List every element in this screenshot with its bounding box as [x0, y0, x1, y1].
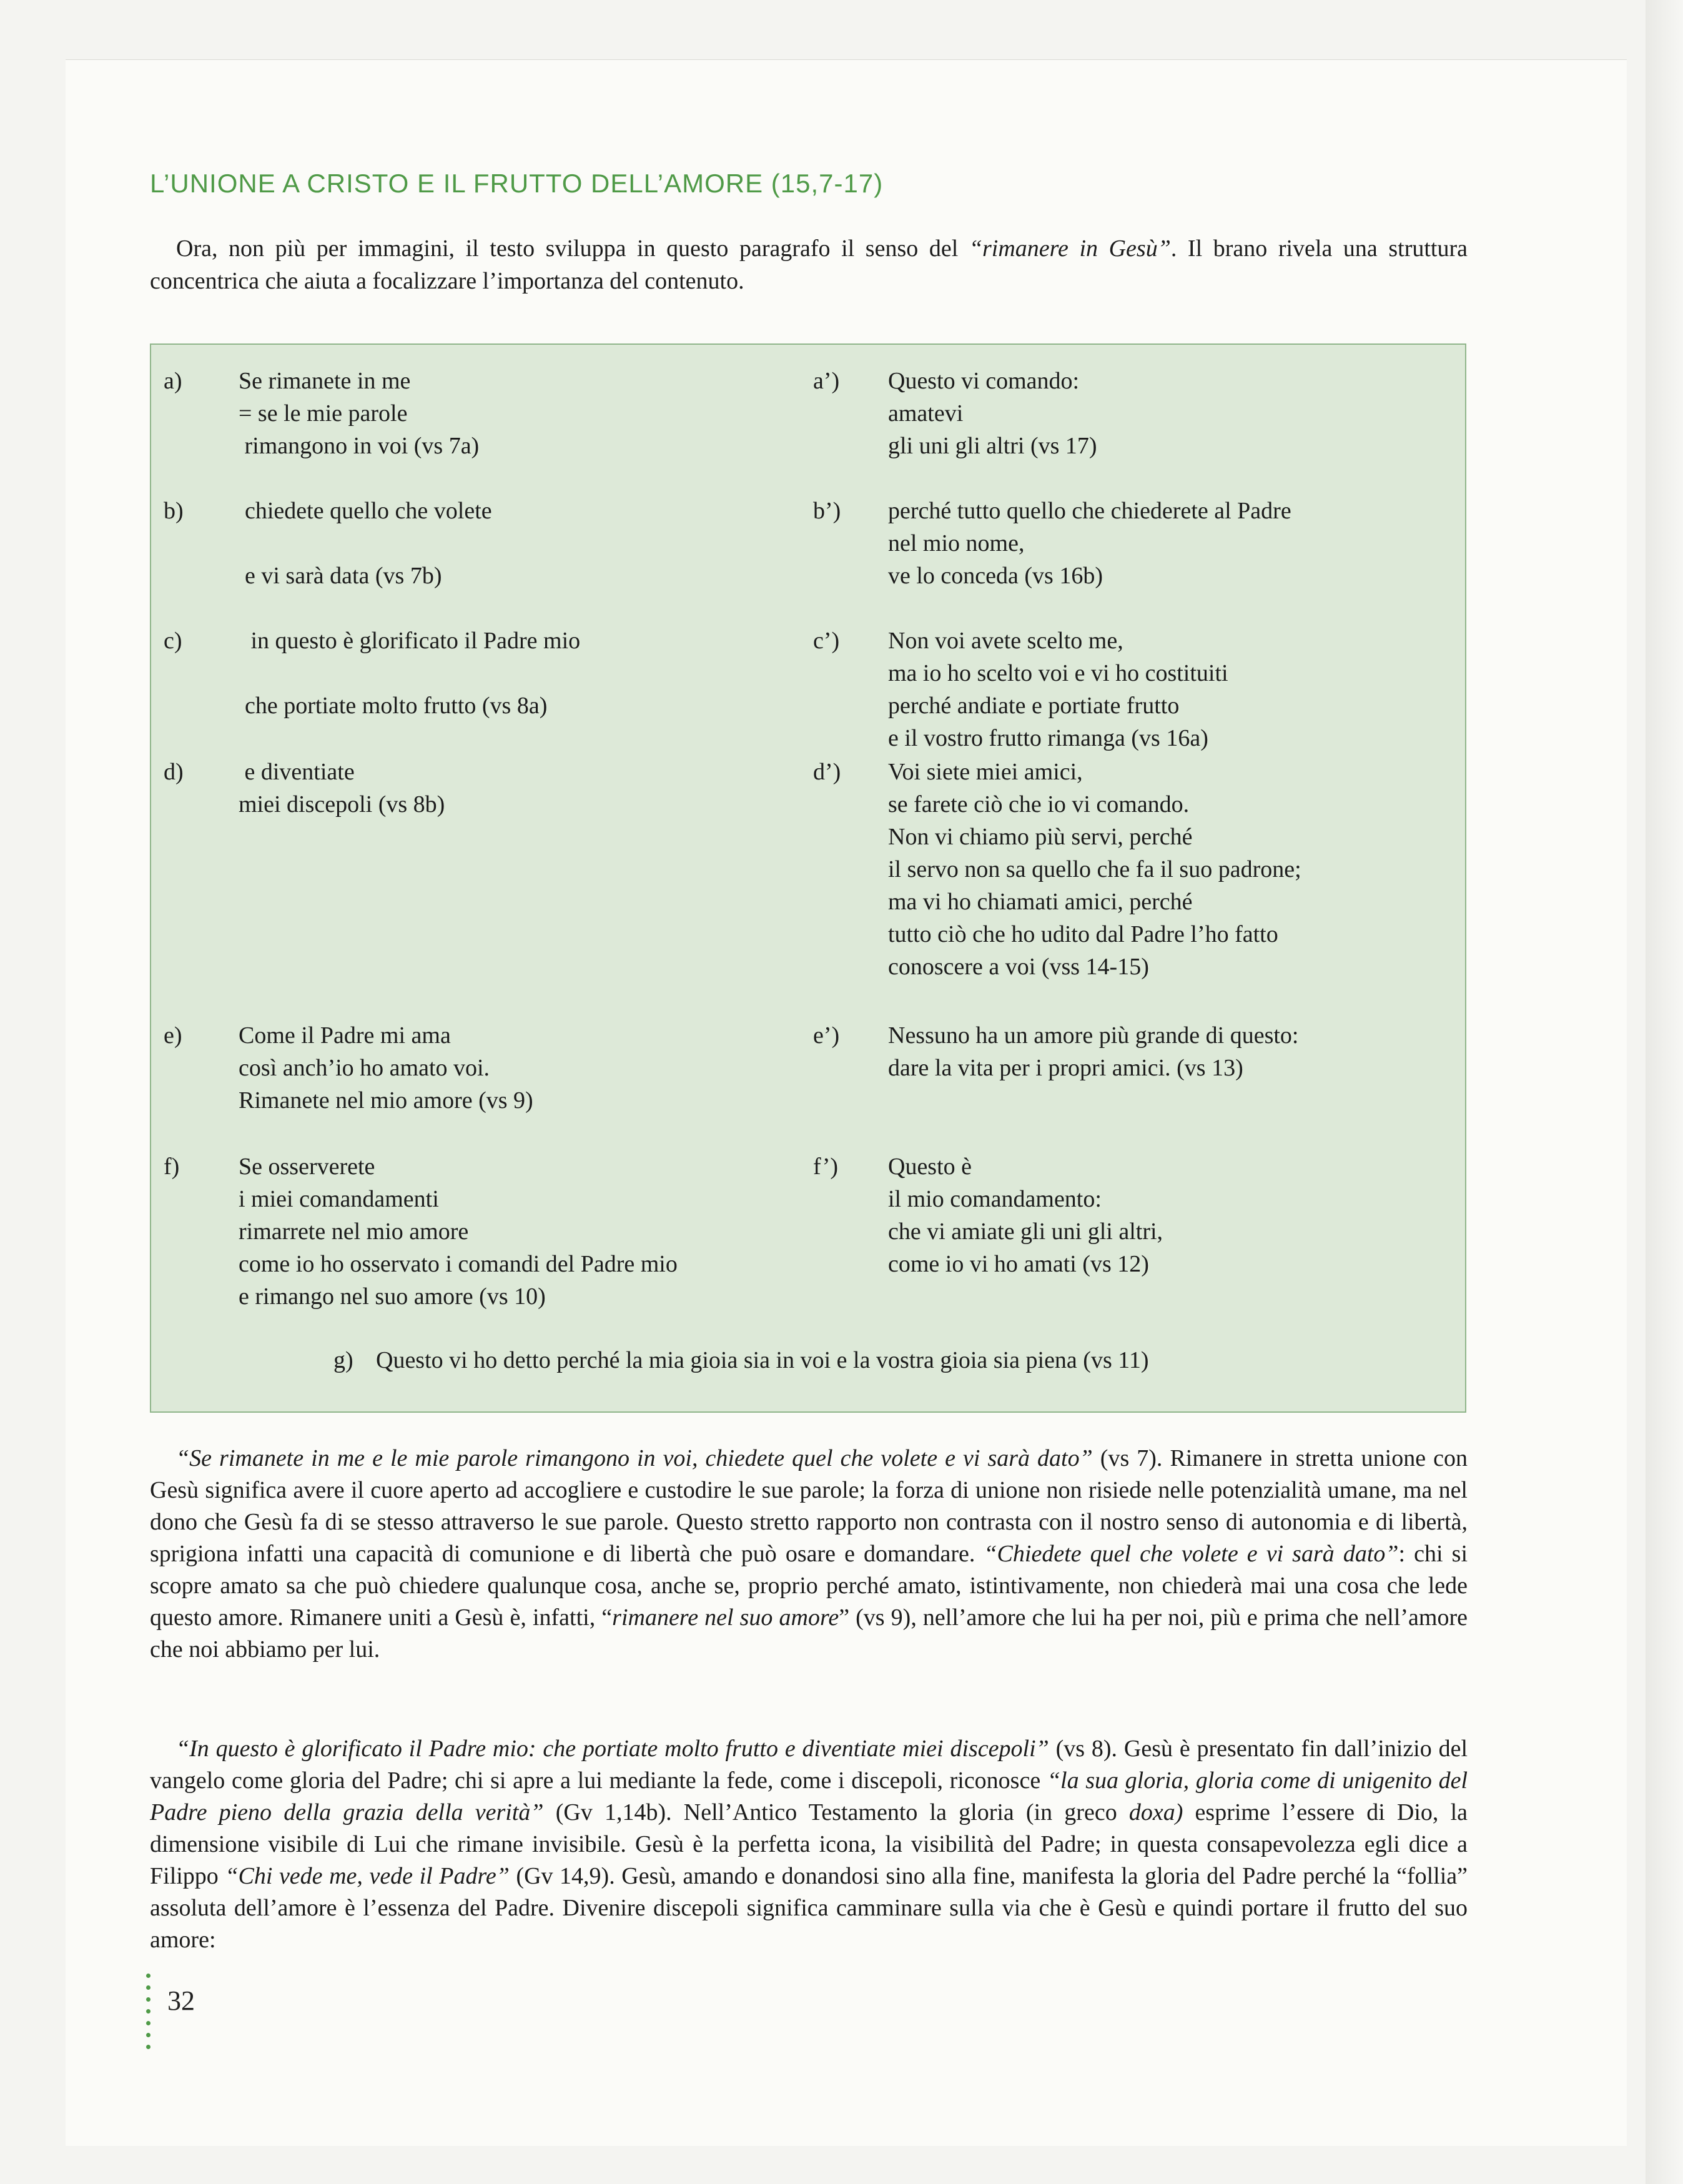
right-label-f: f’)	[813, 1154, 839, 1180]
right-text-f: Questo è il mio comandamento: che vi amiate gli uni gli altri, come io vi ho amati (vs 12)	[888, 1154, 1163, 1277]
right-text-a: Questo vi comando: amatevi gli uni gli altri (vs 17)	[888, 368, 1097, 459]
p1-text-1: (vs 7). Rimanere in stretta unione con Gesù significa avere il cuore aperto ad accogliere e custodire le sue parole; la forza di unione non risiede nelle potenzialità umane, ma nel dono che Gesù fa di se stesso attraverso le sue parole. Questo stretto rapporto non contrasta con il nostro senso di autonomia e di libertà, sprigiona infatti una capacità di comunione e di libertà che può osare e domandare.	[150, 1445, 1468, 1567]
right-label-e: e’)	[813, 1022, 840, 1049]
right-label-a: a’)	[813, 368, 840, 394]
left-label-c: c)	[164, 628, 182, 654]
right-text-e: Nessuno ha un amore più grande di questo: dare la vita per i propri amici. (vs 13)	[888, 1022, 1299, 1081]
left-text-a: Se rimanete in me = se le mie parole rimangono in voi (vs 7a)	[239, 368, 480, 459]
concentric-structure-box	[150, 343, 1466, 1413]
right-label-c: c’)	[813, 628, 840, 654]
p1-quote-2: “Chiedete quel che volete e vi sarà dato”	[984, 1541, 1399, 1567]
right-label-b: b’)	[813, 498, 841, 524]
decorative-dots	[146, 1974, 152, 2057]
right-text-b: perché tutto quello che chiederete al Padre nel mio nome, ve lo conceda (vs 16b)	[888, 498, 1291, 589]
left-text-c: in questo è glorificato il Padre mio che portiate molto frutto (vs 8a)	[245, 628, 581, 719]
intro-text: Ora, non più per immagini, il testo sviluppa in questo paragrafo il senso del	[176, 235, 969, 262]
p1-text-3: ” (vs 9), nell’amore che lui ha per noi, più e prima che nell’amore che noi abbiamo per lui.	[150, 1604, 1468, 1663]
p2-text-4: (Gv 14,9). Gesù, amando e donandosi sino alla fine, manifesta la gloria del Padre perché la “follia” assoluta dell’amore è l’essenza del Padre. Divenire discepoli significa camminare sulla via che è Gesù e quindi portare il frutto del suo amore:	[150, 1863, 1468, 1953]
left-label-d: d)	[164, 759, 184, 785]
right-text-c: Non voi avete scelto me, ma io ho scelto voi e vi ho costituiti perché andiate e portiate frutto e il vostro frutto rimanga (vs 16a)	[888, 628, 1228, 751]
p2-quote-4: “Chi vede me, vede il Padre”	[225, 1863, 510, 1889]
p1-quote-1: “Se rimanete in me e le mie parole rimangono in voi, chiedete quel che volete e vi sarà dato”	[176, 1445, 1093, 1471]
p1-text-2: : chi si scopre amato sa che può chiedere qualunque cosa, anche se, proprio perché amato, istintivamente, non chiederà mai una cosa che lede questo amore. Rimanere uniti a Gesù è, infatti, “	[150, 1541, 1468, 1631]
intro-quote: “rimanere in Gesù”	[969, 235, 1171, 262]
left-text-e: Come il Padre mi ama così anch’io ho amato voi. Rimanete nel mio amore (vs 9)	[239, 1022, 533, 1114]
p1-quote-3: rimanere nel suo amore	[612, 1604, 839, 1631]
page-edge	[1646, 0, 1683, 2184]
p2-text-3: esprime l’essere di Dio, la dimensione visibile di Lui che rimane invisibile. Gesù è la perfetta icona, la visibilità del Padre; in questa consapevolezza egli dice a Filippo	[150, 1799, 1468, 1889]
left-label-e: e)	[164, 1022, 182, 1049]
center-label-g: g)	[333, 1347, 353, 1373]
section-title: L’UNIONE A CRISTO E IL FRUTTO DELL’AMORE (15,7-17)	[150, 169, 884, 198]
p2-quote-3: doxa)	[1128, 1799, 1183, 1826]
left-label-f: f)	[164, 1154, 180, 1180]
paragraph-1	[150, 1443, 1468, 1666]
paragraph-2	[150, 1733, 1468, 1956]
page-number: 32	[167, 1985, 195, 2016]
right-text-d: Voi siete miei amici, se farete ciò che io vi comando. Non vi chiamo più servi, perché il servo non sa quello che fa il suo padrone; ma vi ho chiamati amici, perché tutto ciò che ho udito dal Padre l’ho fatto conoscere a voi (vss 14-15)	[888, 759, 1301, 980]
left-label-a: a)	[164, 368, 182, 394]
right-label-d: d’)	[813, 759, 841, 785]
p2-text-1: (vs 8). Gesù è presentato fin dall’inizio del vangelo come gloria del Padre; chi si apre a lui mediante la fede, come i discepoli, riconosce	[150, 1736, 1468, 1794]
center-text-g: Questo vi ho detto perché la mia gioia sia in voi e la vostra gioia sia piena (vs 11)	[376, 1347, 1149, 1373]
left-text-b: chiedete quello che volete e vi sarà data (vs 7b)	[245, 498, 492, 589]
left-label-b: b)	[164, 498, 184, 524]
left-text-d: e diventiate miei discepoli (vs 8b)	[239, 759, 445, 818]
left-text-f: Se osserverete i miei comandamenti rimarrete nel mio amore come io ho osservato i comandi del Padre mio e rimango nel suo amore (vs 10)	[239, 1154, 678, 1310]
p2-quote-2: “la sua gloria, gloria come di unigenito del Padre pieno della grazia della verità”	[150, 1767, 1468, 1826]
p2-quote-1: “In questo è glorificato il Padre mio: che portiate molto frutto e diventiate miei discepoli”	[176, 1736, 1049, 1762]
p2-text-2: (Gv 1,14b). Nell’Antico Testamento la gloria (in greco	[543, 1799, 1129, 1826]
intro-paragraph	[150, 232, 1468, 297]
intro-text-end: . Il brano rivela una struttura concentrica che aiuta a focalizzare l’importanza del contenuto.	[150, 235, 1468, 294]
